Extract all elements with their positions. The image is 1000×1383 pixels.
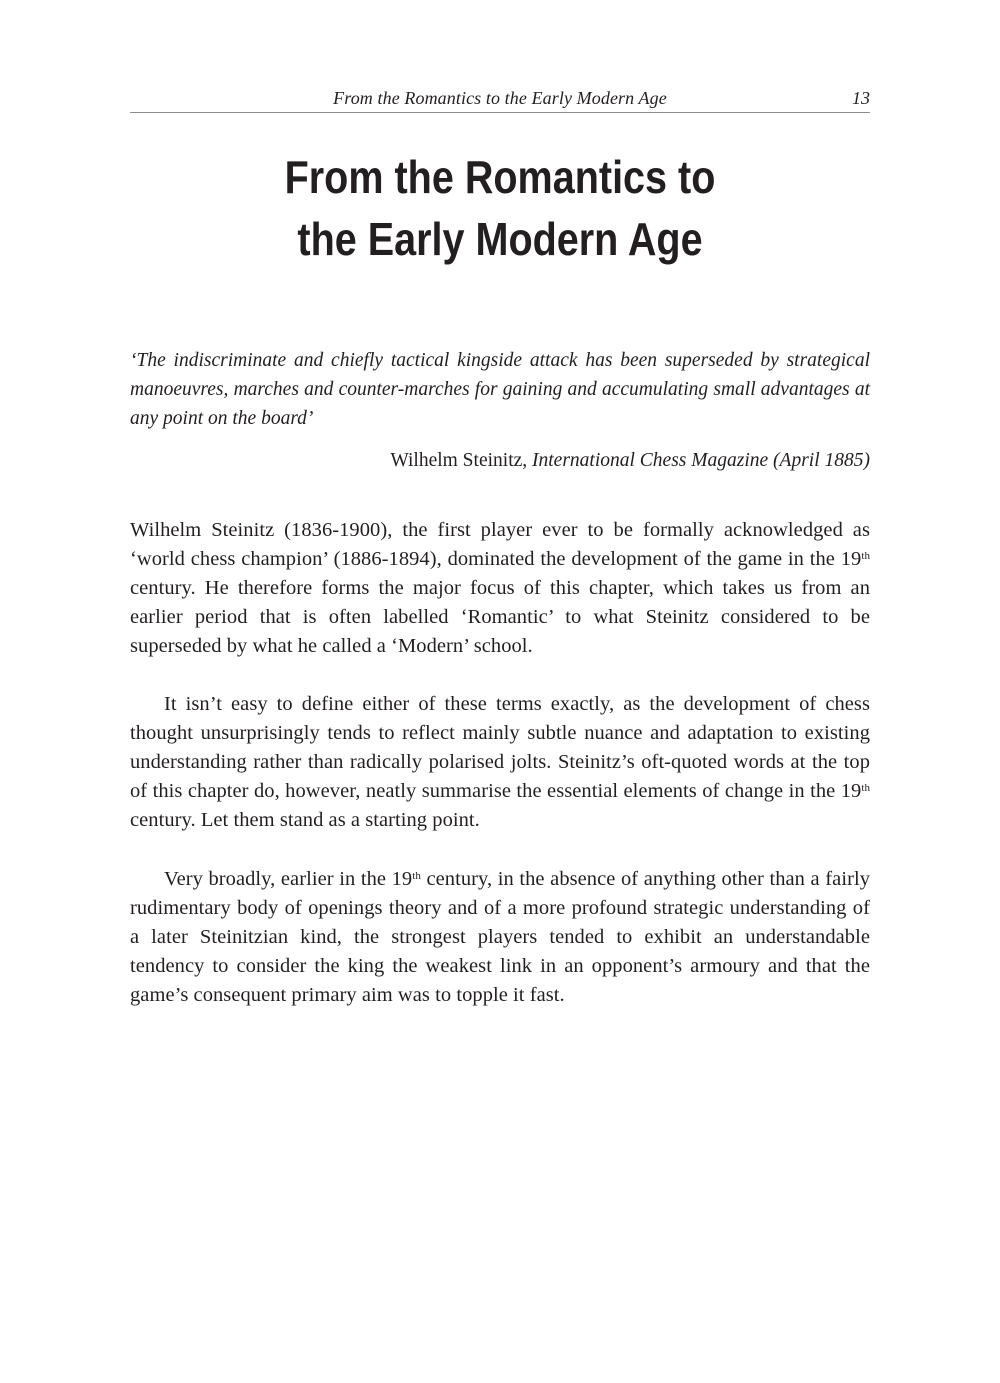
paragraph-text: Very broadly, earlier in the 19 [164,868,413,890]
epigraph-quote: ‘The indiscriminate and chiefly tactical kingside attack has been superseded by strategical manoeuvres, marches and counter-marches for gaining and accumulating small advantages at any point on the board’ [130,350,870,429]
body-paragraph-3 [130,865,870,1010]
epigraph-source: International Chess Magazine [532,450,769,471]
paragraph-text: century. Let them stand as a starting point. [130,809,480,831]
paragraph-text: Wilhelm Steinitz (1836-1900), the first player ever to be formally acknowledged as ‘world chess champion’ (1886-1894), dominated the development of the game in the 19 [130,519,870,570]
paragraph-text: century. He therefore forms the major focus of this chapter, which takes us from an earlier period that is often labelled ‘Romantic’ to what Steinitz considered to be superseded by what he called a ‘Modern’ school. [130,577,870,657]
chapter-title-line-2: the Early Modern Age [297,213,703,265]
running-header [130,86,870,113]
superscript-ordinal: th [861,550,870,562]
epigraph-author: Wilhelm Steinitz, [390,450,533,471]
body-paragraph-2 [130,690,870,835]
epigraph-attribution [390,446,870,475]
chapter-title [182,146,818,270]
chapter-title-line-1: From the Romantics to [284,151,716,203]
epigraph-date: (April 1885) [768,450,870,471]
superscript-ordinal: th [412,870,421,882]
page-number: 13 [852,88,870,108]
paragraph-text: It isn’t easy to define either of these terms exactly, as the development of chess thought unsurprisingly tends to reflect mainly subtle nuance and adaptation to existing understanding rather than radically polarised jolts. Steinitz’s oft-quoted words at the top of this chapter do, however, neatly summarise the essential elements of change in the 19 [130,693,870,802]
body-paragraph-1 [130,516,870,661]
paragraph-text: century, in the absence of anything other than a fairly rudimentary body of openings theory and of a more profound strategic understanding of a later Steinitzian kind, the strongest players tended to exhibit an understandable tendency to consider the king the weakest link in an opponent’s armoury and that the game’s consequent primary aim was to topple it fast. [130,868,870,1006]
running-title: From the Romantics to the Early Modern Age [333,88,667,108]
superscript-ordinal: th [861,782,870,794]
